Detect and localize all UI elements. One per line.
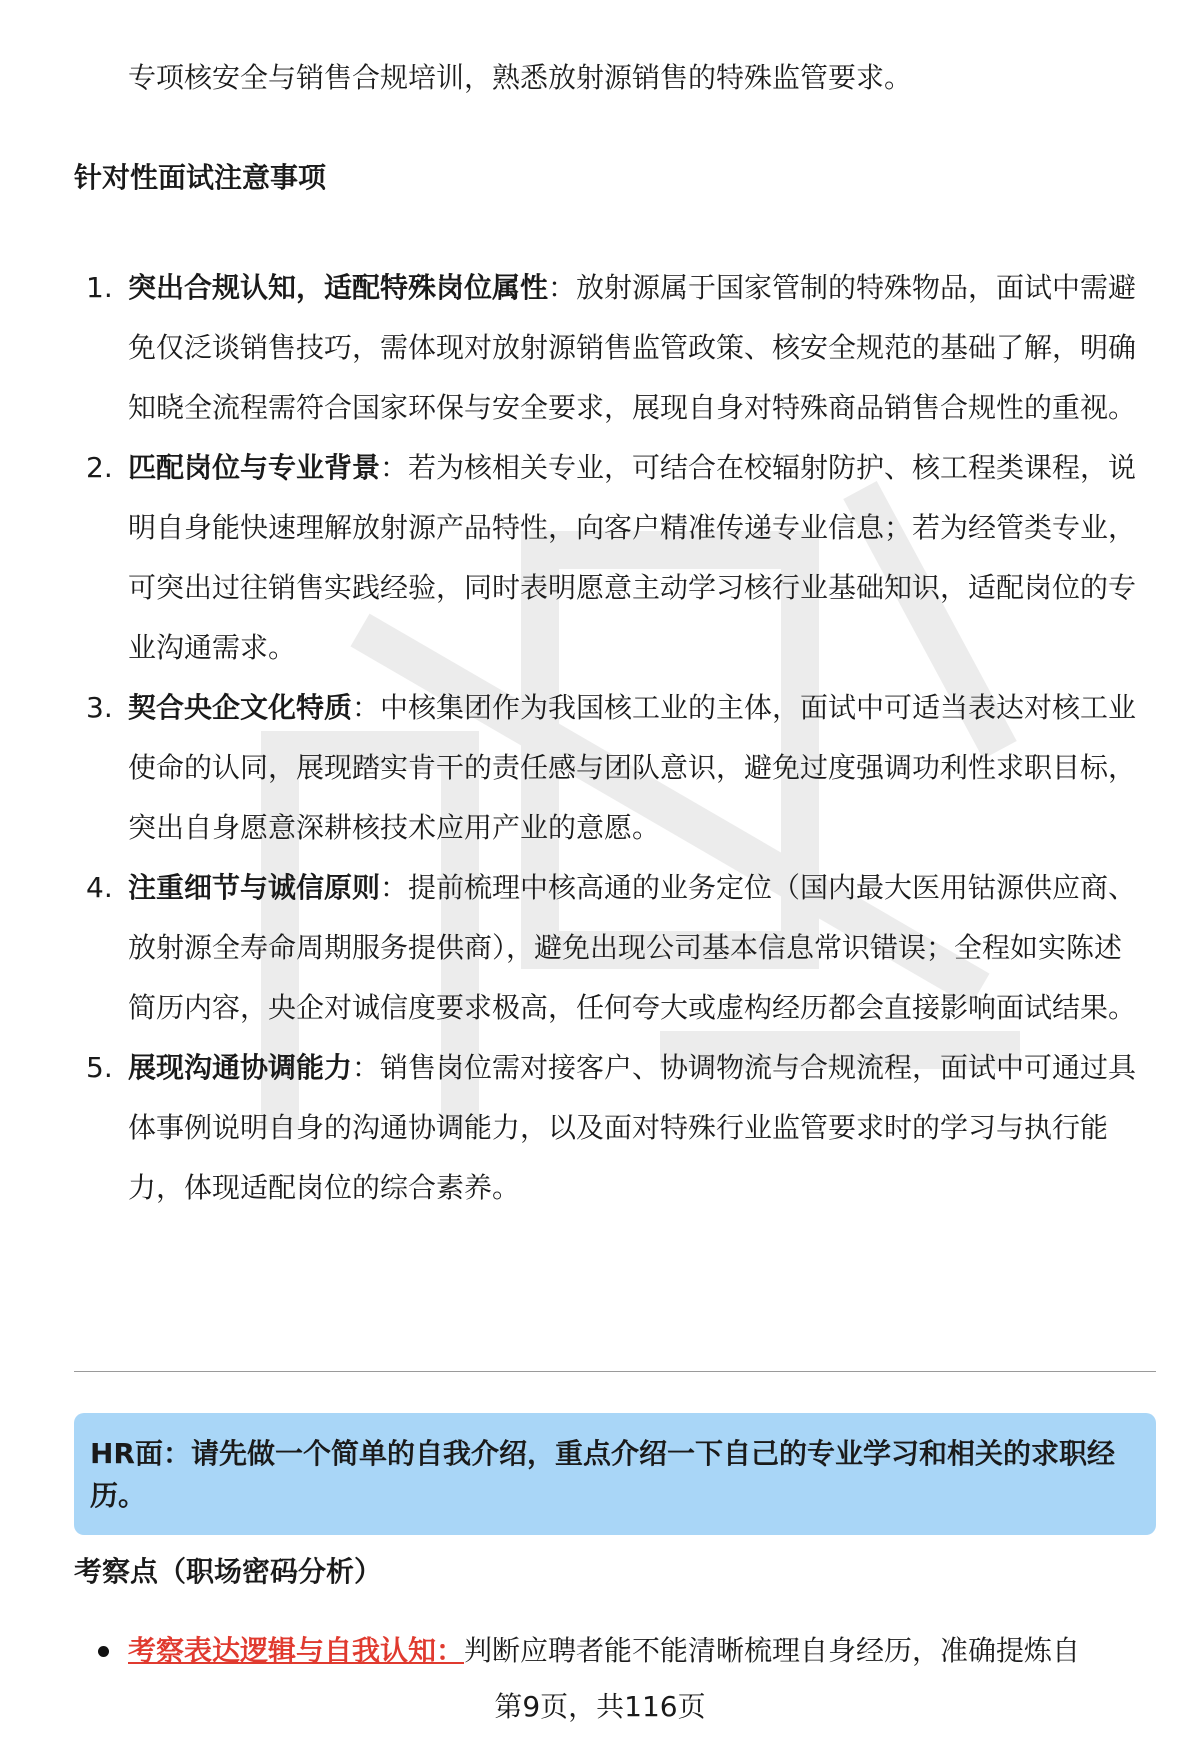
analysis-heading: 考察点（职场密码分析）	[74, 1555, 383, 1588]
section-divider	[74, 1371, 1156, 1372]
tip-separator: ：	[352, 1051, 381, 1084]
tip-body: 若为核相关专业，可结合在校辐射防护、核工程类课程，说明自身能快速理解放射源产品特性，向客户精准传递专业信息；若为经管类专业，可突出过往销售实践经验，同时表明愿意主动学习核行业基础知识，适配岗位的专业沟通需求。	[128, 451, 1137, 664]
list-item	[90, 1631, 1150, 1671]
intro-text: 专项核安全与销售合规培训，熟悉放射源销售的特殊监管要求。	[128, 61, 913, 94]
tip-body: 提前梳理中核高通的业务定位（国内最大医用钴源供应商、放射源全寿命周期服务提供商），避免出现公司基本信息常识错误；全程如实陈述简历内容，央企对诚信度要求极高，任何夸大或虚构经历都会直接影响面试结果。	[128, 871, 1137, 1024]
hr-question-text: HR面：请先做一个简单的自我介绍，重点介绍一下自己的专业学习和相关的求职经历。	[90, 1437, 1115, 1512]
tip-separator: ：	[352, 691, 381, 724]
tip-title: 匹配岗位与专业背景	[128, 451, 381, 484]
list-item	[74, 678, 1144, 858]
tip-separator: ：	[380, 871, 409, 904]
list-item	[74, 1038, 1144, 1218]
point-title: 考察表达逻辑与自我认知：	[128, 1634, 465, 1667]
interview-tips-list	[74, 258, 1144, 1218]
page-number: 第9页，共116页	[494, 1690, 706, 1723]
tip-body: 放射源属于国家管制的特殊物品，面试中需避免仅泛谈销售技巧，需体现对放射源销售监管政策、核安全规范的基础了解，明确知晓全流程需符合国家环保与安全要求，展现自身对特殊商品销售合规性的重视。	[128, 271, 1137, 424]
analysis-points-list	[90, 1631, 1150, 1671]
list-item	[74, 258, 1144, 438]
tip-body: 销售岗位需对接客户、协调物流与合规流程，面试中可通过具体事例说明自身的沟通协调能力，以及面对特殊行业监管要求时的学习与执行能力，体现适配岗位的综合素养。	[128, 1051, 1137, 1204]
list-item	[74, 858, 1144, 1038]
list-number: 1.	[86, 271, 113, 304]
tip-title: 突出合规认知，适配特殊岗位属性	[128, 271, 549, 304]
bullet-icon	[98, 1646, 109, 1657]
list-number: 5.	[86, 1051, 113, 1084]
tip-title: 注重细节与诚信原则	[128, 871, 381, 904]
list-number: 3.	[86, 691, 113, 724]
list-number: 2.	[86, 451, 113, 484]
tip-body: 中核集团作为我国核工业的主体，面试中可适当表达对核工业使命的认同，展现踏实肯干的责任感与团队意识，避免过度强调功利性求职目标，突出自身愿意深耕核技术应用产业的意愿。	[128, 691, 1137, 844]
list-number: 4.	[86, 871, 113, 904]
point-body: 判断应聘者能不能清晰梳理自身经历，准确提炼自	[464, 1634, 1081, 1667]
hr-question-box	[74, 1413, 1156, 1535]
tip-title: 展现沟通协调能力	[128, 1051, 353, 1084]
tip-separator: ：	[548, 271, 577, 304]
tip-separator: ：	[380, 451, 409, 484]
list-item	[74, 438, 1144, 678]
tip-title: 契合央企文化特质	[128, 691, 353, 724]
section-heading: 针对性面试注意事项	[74, 161, 327, 194]
